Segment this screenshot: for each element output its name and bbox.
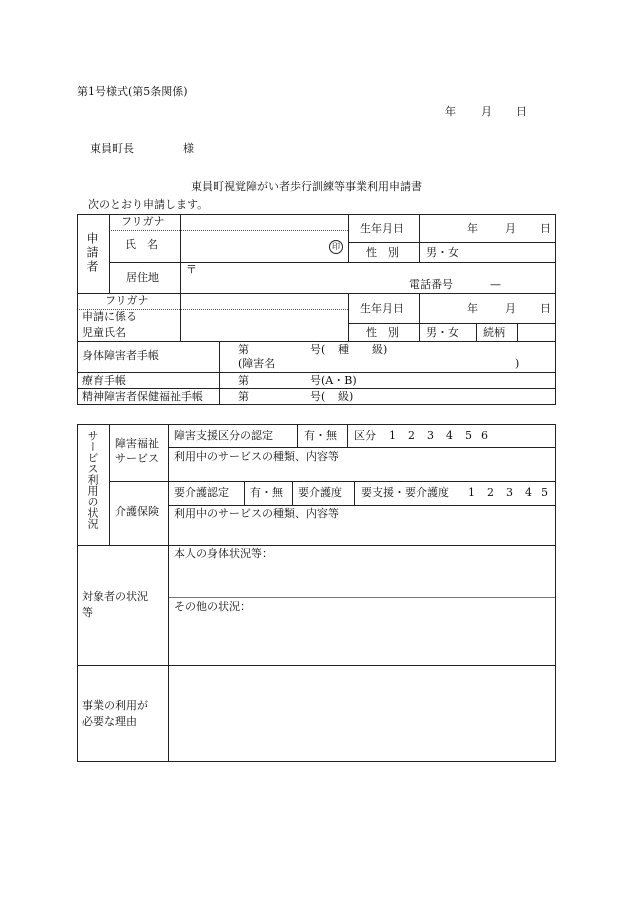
physical-handbook-grade: 種 (338, 343, 349, 356)
rehab-handbook-label: 療育手帳 (82, 374, 126, 387)
support-yes-no: 有・無 (304, 429, 337, 442)
status-label-line2: 等 (82, 606, 93, 619)
child-furigana-label: フリガナ (105, 294, 149, 307)
applicant-gender-label: 性 別 (366, 246, 399, 259)
date-day-label: 日 (516, 105, 527, 118)
form-number: 第1号様式(第5条関係) (77, 85, 188, 98)
category-value: 1 (389, 429, 396, 442)
applicant-name-label: 氏 名 (125, 238, 158, 251)
mental-handbook-go: 号( (310, 390, 326, 403)
child-birth-day: 日 (540, 302, 551, 315)
care-level-value: 5 (541, 486, 548, 499)
welfare-usage-label: 利用中のサービスの種類、内容等 (174, 450, 339, 463)
child-birth-year: 年 (467, 302, 478, 315)
child-gender-label: 性 別 (366, 326, 399, 339)
mental-handbook-no: 第 (238, 390, 249, 403)
care-usage-label: 利用中のサービスの種類、内容等 (174, 507, 339, 520)
physical-handbook-no: 第 (238, 343, 249, 356)
phone-label: 電話番号 (409, 278, 453, 291)
applicant-section-label: 申請者 (85, 232, 99, 274)
status-label-line1: 対象者の状況 (82, 590, 148, 603)
physical-handbook-go: 号( (310, 343, 326, 356)
physical-status-label: 本人の身体状況等： (174, 547, 273, 560)
seal-mark: 印 (329, 240, 343, 254)
date-month-label: 月 (481, 105, 492, 118)
child-birth-month: 月 (505, 302, 516, 315)
physical-disability-close: ) (515, 357, 520, 370)
care-insurance-label: 介護保険 (115, 505, 159, 518)
applicant-birth-day: 日 (540, 222, 551, 235)
mental-handbook-kyu: 級) (338, 390, 354, 403)
care-cert-label: 要介護認定 (174, 486, 229, 499)
child-label-line1: 申請に係る (82, 310, 137, 323)
care-degree-label: 要介護度 (298, 486, 342, 499)
applicant-birthdate-label: 生年月日 (360, 222, 404, 235)
category-value: 6 (481, 429, 488, 442)
care-levels-label: 要支援・要介護度 (361, 486, 449, 499)
applicant-address-label: 居住地 (126, 271, 159, 284)
applicant-birth-month: 月 (505, 222, 516, 235)
applicant-furigana-label: フリガナ (121, 215, 165, 228)
other-status-label: その他の状況： (174, 600, 251, 613)
category-value: 3 (427, 429, 434, 442)
phone-dash: — (490, 278, 501, 291)
physical-disability-name: (障害名 (238, 357, 276, 370)
applicant-gender-options: 男・女 (426, 246, 459, 259)
physical-handbook-kyu: 級) (372, 343, 388, 356)
care-level-value: 4 (525, 486, 532, 499)
mental-handbook-label: 精神障害者保健福祉手帳 (82, 390, 203, 403)
welfare-label-1: 障害福祉 (115, 437, 159, 450)
category-value: 5 (465, 429, 472, 442)
care-level-value: 2 (487, 486, 494, 499)
reason-label-line1: 事業の利用が (82, 699, 148, 712)
applicant-birth-year: 年 (467, 222, 478, 235)
date-year-label: 年 (445, 105, 456, 118)
physical-handbook-label: 身体障害者手帳 (82, 349, 159, 362)
child-relation-label: 続柄 (483, 326, 505, 339)
rehab-handbook-no: 第 (238, 374, 249, 387)
reason-label-line2: 必要な理由 (82, 715, 137, 728)
child-label-line2: 児童氏名 (82, 326, 126, 339)
welfare-label-2: サービス (115, 452, 159, 465)
service-section-label: サービス利用の状況 (86, 430, 99, 529)
intro-text: 次のとおり申請します。 (88, 198, 209, 211)
child-birthdate-label: 生年月日 (360, 302, 404, 315)
addressee: 東員町長 (90, 142, 134, 155)
child-gender-options: 男・女 (426, 326, 459, 339)
support-category-prefix: 区分 (354, 429, 376, 442)
care-level-value: 1 (468, 486, 475, 499)
postal-mark: 〒 (186, 263, 197, 276)
care-level-value: 3 (506, 486, 513, 499)
category-value: 2 (408, 429, 415, 442)
addressee-honorific: 様 (183, 142, 194, 155)
support-category-label: 障害支援区分の認定 (174, 429, 273, 442)
rehab-handbook-go: 号(A・B) (310, 374, 357, 387)
category-value: 4 (446, 429, 453, 442)
form-title: 東員町視覚障がい者歩行訓練等事業利用申請書 (191, 180, 422, 193)
care-yes-no: 有・無 (250, 486, 283, 499)
